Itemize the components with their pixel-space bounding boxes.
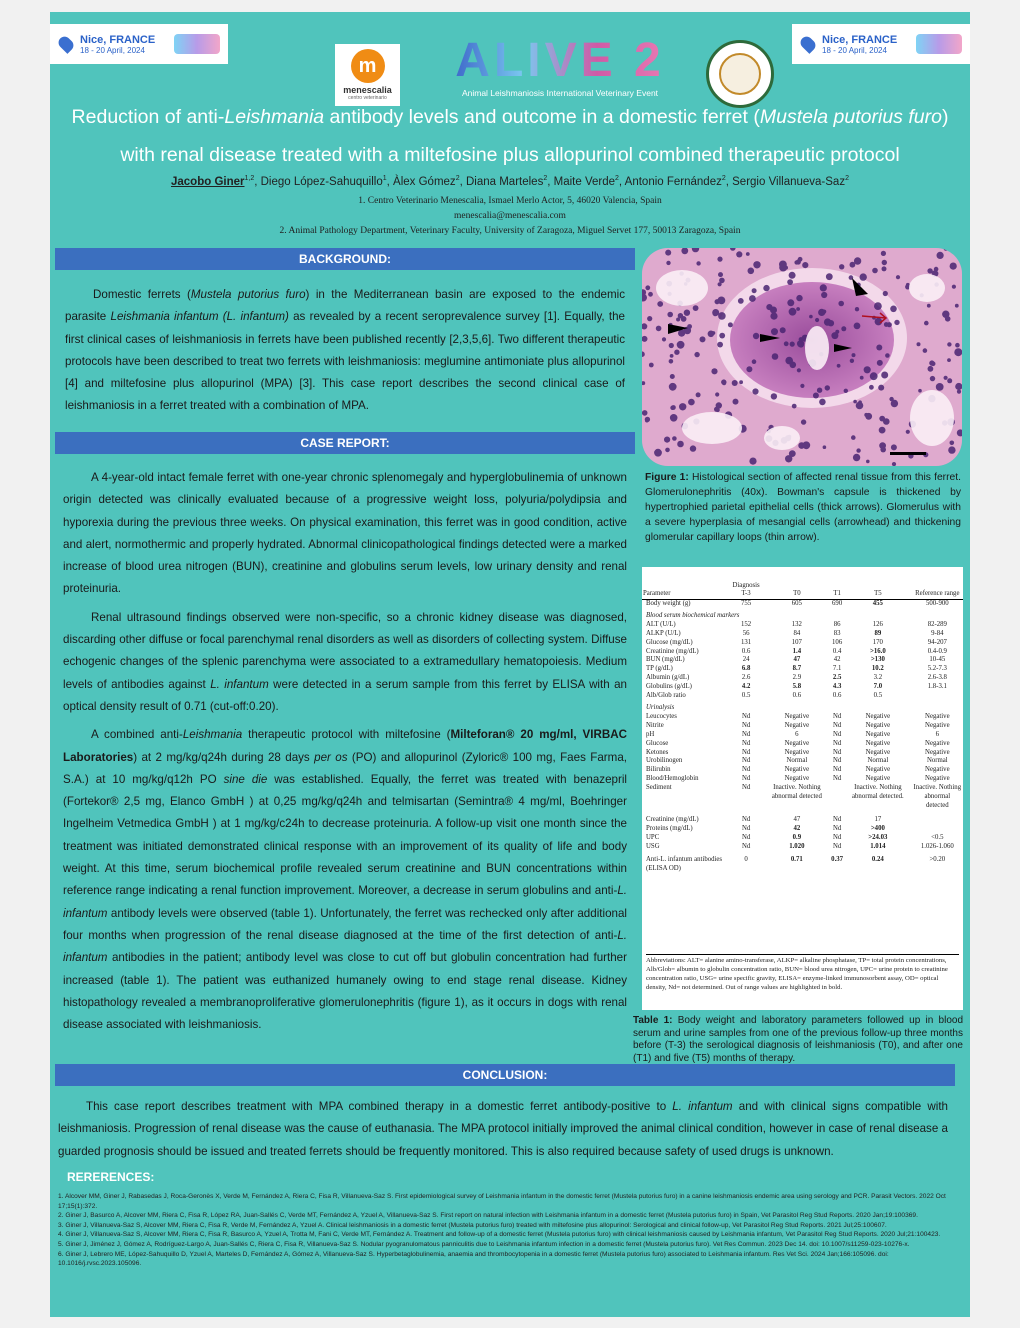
event-logo-text: ALIVE 2 — [450, 36, 670, 86]
table-row: Creatinine (mg/dL) 0.6 1.4 0.4 >16.0 0.4-0.9 — [646, 647, 947, 655]
badge-date: 18 - 20 April, 2024 — [822, 45, 887, 55]
menescalia-logo — [335, 44, 400, 106]
section-header-case-report: CASE REPORT: — [55, 432, 635, 454]
author-name: , Sergio Villanueva-Saz — [725, 175, 846, 188]
reference-item: 4. Giner J, Villanueva-Saz S, Alcover MM, Riera C, Fisa R, Basurco A, Yzuel A, Trotta M, Fani C, Verde MT, Fernández A. Treatment and follow-up of a domestic ferret (Mustela putorius furo) with clinical leishmaniosis caused by Leishmania infantum, Vet Parasitol Reg Stud Reports. 2020 Jul;21:100423. — [58, 1231, 941, 1239]
table-row: Bilirubin Nd Negative Nd Negative Negative — [646, 766, 950, 774]
table-abbreviations: Abbreviations: ALT= alanine amino-transferase, ALKP= alkaline phosphatase, TP= total protein concentrations, Alb/Glob= albumin to globulin concentration ratio, BUN= blood urea nitrogen, UPC= urine protein to creatinine concentration ratio, USG= urine specific gravity, ELISA= enzyme-linked immunosorbent assay, OD= optical density, Nd= not determined. Out of range values are highlighted in bold. — [646, 954, 959, 992]
event-badge-left — [50, 24, 228, 64]
poster — [50, 12, 970, 1317]
affiliation-2: 2. Animal Pathology Department, Veterinary Faculty, University of Zaragoza, Miguel Servet 177, 50013 Zaragoza, Spain — [279, 226, 741, 236]
section-header-background: BACKGROUND: — [55, 248, 635, 270]
reference-item: 1. Alcover MM, Giner J, Rabasedas J, Roca-Geronès X, Verde M, Fernández A, Riera C, Fisa R, Villanueva-Saz S. First epidemiological survey of Leishmania infantum in the domestic ferret (Mustela putorius furo) in a canine leishmaniosis endemic area using serology and PCR. Parasit Vectors. 2022 Oct 17;15(1):372. — [58, 1193, 946, 1210]
lab-results-table — [642, 581, 963, 874]
map-pin-icon — [56, 34, 76, 54]
background-text: Domestic ferrets (Mustela putorius furo) in the Mediterranean basin are exposed to the endemic parasite Leishmania infantum (L. infantum) as revealed by a recent seroprevalence survey [1]. Equally, the first clinical cases of leishmaniosis in ferrets have been published recently [2,3,5,6]. Two different therapeutic protocols have been described to treat two ferrets with leishmaniosis: meglumine antimoniate plus allopurinol [4] and miltefosine plus allopurinol (MPA) [3]. This case report describes the second clinical case of leishmaniosis in a ferret treated with a combination of MPA. — [65, 288, 625, 413]
author-list: Jacobo Giner$^{1,2}$, Diego López-Sahuquillo$^1$, Àlex Gómez$^2$, Diana Marteles$^2$, Maite Verde$^2$, Antonio Fernández$^2$, Sergio Villanueva-Saz$^2$ — [171, 175, 849, 188]
table-row: Urobilinogen Nd Normal Nd Normal Normal — [646, 757, 948, 765]
histology-figure — [642, 248, 962, 466]
badge-city: Nice, FRANCE — [822, 33, 898, 46]
table-header-cell: Parameter — [642, 581, 729, 600]
logo-name: menescalia — [343, 85, 392, 95]
table-header-cell: Reference range — [912, 581, 963, 600]
badge-date: 18 - 20 April, 2024 — [80, 45, 145, 55]
reference-list — [58, 1192, 958, 1269]
table-row: Urinalysis — [646, 703, 675, 711]
table-header-cell: T5 — [844, 581, 912, 600]
case-paragraph-3: A combined anti-Leishmania therapeutic protocol with miltefosine (Milteforan® 20 mg/ml, VIRBAC Laboratories) at 2 mg/kg/q24h during 28 days per os (PO) and allopurinol (Zyloric® 100 mg, Faes Farma, S.A.) at 10 mg/kg/q12h PO sine die was established. Equally, the ferret was treated with benazepril (Fortekor® 2,5 mg, Elanco GmbH ) at 0,25 mg/kg/q24h and telmisartan (Semintra® 4 mg/ml, Boehringer Ingelheim Vetmedica GmbH ) at 1 mg/kg/c24h to decrease proteinuria. A follow-up visit one month since the treatment was initiated demonstrated clinical response with an improvement of its quality of life and body weight. At this time, serum biochemical profile revealed serum creatinine and BUN concentrations within reference range indicating a renal function improvement. Moreover, a decrease in serum globulins and anti-L. infantum antibody levels were observed (table 1). Unfortunately, the ferret was rechecked only after additional four months when progression of the renal disease diagnosed at the time of the first detection of anti-L. infantum antibodies in the patient; antibody level was close to cut off but globulin concentration had further increased (table 1). The patient was euthanized humanely owing to end stage renal disease. Kidney histopathology revealed a membranoproliferative glomerulonephritis (figure 1), as it occurs in dogs with renal disease associated with leishmaniosis. — [63, 728, 628, 1032]
table-1 — [642, 567, 963, 1010]
table-header-cell: T1 — [830, 581, 844, 600]
table-row: Proteins (mg/dL) Nd 42 Nd >400 — [646, 824, 885, 832]
table-row: Glucose (mg/dL) 131 107 106 170 94-207 — [646, 638, 947, 646]
table-row: Alb/Glob ratio 0.5 0.6 0.6 0.5 — [646, 692, 883, 700]
section-header-conclusion: CONCLUSION: — [55, 1064, 955, 1086]
table-row: BUN (mg/dL) 24 47 42 >130 10-45 — [646, 656, 946, 664]
case-report-text — [63, 467, 627, 1042]
table-row: Glucose Nd Negative Nd Negative Negative — [646, 739, 950, 747]
table-row: Ketones Nd Negative Nd Negative Negative — [646, 748, 950, 756]
contact-email[interactable]: menescalia@menescalia.com — [454, 211, 566, 221]
table-row: Blood/Hemoglobin Nd Negative Nd Negative Negative — [646, 775, 950, 783]
author-name: , Diana Marteles — [459, 175, 544, 188]
event-subtitle: Animal Leishmaniosis International Veterinary Event — [461, 88, 659, 98]
author-name: , Antonio Fernández — [618, 175, 722, 188]
table-row: USG Nd 1.020 Nd 1.014 1.026-1.060 — [646, 842, 954, 850]
table-row: UPC Nd 0.9 Nd >24.03 <0.5 — [646, 833, 944, 841]
nice-skyline-icon — [174, 34, 220, 54]
table-row: Nitrite Nd Negative Nd Negative Negative — [646, 721, 950, 729]
reference-item: 5. Giner J, Jiménez J, Gómez A, Rodríguez-Largo A, Juan-Sallés C, Riera C, Fisa R, Villanueva-Saz S. Nodular pyogranulomatous panniculitis due to Leishmania infantum infection in a domestic ferret (Mustela putorius furo). Vet Res Commun. 2023 Dec 14. doi: 10.1007/s11259-023-10276-x. — [58, 1240, 910, 1248]
poster-title-line2: with renal disease treated with a miltefosine plus allopurinol combined therapeutic protocol — [120, 144, 900, 166]
affiliation-1: 1. Centro Veterinario Menescalia, Ismael Merlo Actor, 5, 46020 Valencia, Spain — [358, 196, 662, 206]
author-name: , Maite Verde — [547, 175, 615, 188]
map-pin-icon — [798, 34, 818, 54]
table-row: Creatinine (mg/dL) Nd 47 Nd 17 — [646, 815, 882, 823]
author-name: , Àlex Gómez — [386, 175, 456, 188]
table-row: Globulins (g/dL) 4.2 5.8 4.3 7.0 1.8-3.1 — [646, 683, 947, 691]
figure-1-caption: Figure 1: Histological section of affected renal tissue from this ferret. Glomerulonephritis (40x). Bowman's capsule is thickened by hypertrophied parietal epithelial cells (thick arrows). Glomerulus with a severe hyperplasia of mesangial cells (arrowhead) and thickening glomerular capillary loops (thin arrow). — [645, 472, 961, 543]
badge-city: Nice, FRANCE — [80, 33, 156, 46]
logo-subtitle: centro veterinario — [348, 95, 387, 101]
paw-icon: m — [351, 49, 385, 83]
table-row: Albumin (g/dL) 2.6 2.9 2.5 3.2 2.6-3.8 — [646, 674, 947, 682]
section-header-references: RERERENCES: — [67, 1170, 155, 1184]
author-name: , Diego López-Sahuquillo — [254, 175, 383, 188]
table-1-caption: Table 1: Body weight and laboratory parameters followed up in blood serum and urine samples from one of the previous follow-up three months before (T-3) the serological diagnosis of leishmaniosis (T0), and after one (T1) and five (T5) months of therapy. — [633, 1015, 964, 1064]
event-badge-right — [792, 24, 970, 64]
reference-item: 6. Giner J, Lebrero ME, López-Sahuquillo D, Yzuel A, Marteles D, Fernández A, Gómez A, Villanueva-Saz S. Hyperbetaglobulinemia, anaemia and thrombocytopenia in a domestic ferret (Mustela putorius furo) associated to Leishmania infantum. Res Vet Sci. 2024 Jan;166:105096. doi: 10.1016/j.rvsc.2023.105096. — [58, 1250, 889, 1268]
table-row: TP (g/dL) 6.8 8.7 7.1 10.2 5.2-7.3 — [646, 665, 947, 673]
table-row: Body weight (g) 755 605 690 455 500-900 — [646, 600, 949, 607]
table-row: ALKP (U/L) 56 84 83 89 9-84 — [646, 629, 944, 637]
table-row: pH Nd 6 Nd Negative 6 — [646, 730, 940, 738]
table-header-cell: Diagnosis T-3 — [729, 581, 764, 600]
table-row: Anti-L. infantum antibodies (ELISA OD) 0 0.71 0.37 0.24 >0.20 — [646, 856, 946, 873]
reference-item: 3. Giner J, Villanueva-Saz S, Alcover MM, Riera C, Fisa R, Verde M, Fernández A, Yzuel A. Clinical leishmaniosis in a domestic ferret (Mustela putorius furo) treated with miltefosine plus allopurinol: Serological and clinical follow-up, Vet Parasitol Reg Stud Reports. 2021 Jul;25:100607. — [58, 1221, 887, 1229]
table-row: Sediment Nd Inactive. Nothing abnormal detected Inactive. Nothing abnormal detected. Inactive. Nothing abnormal detected — [646, 784, 962, 809]
alive-logo — [450, 36, 670, 98]
seal-emblem-icon — [719, 53, 761, 95]
nice-skyline-icon — [916, 34, 962, 54]
table-row: Leucocytes Nd Negative Nd Negative Negative — [646, 712, 950, 720]
reference-item: 2. Giner J, Basurco A, Alcover MM, Riera C, Fisa R, López RA, Juan-Sallés C, Verde MT, Fernández A, Yzuel A, Villanueva-Saz S. First report on natural infection with Leishmania infantum in a domestic ferret (Mustela putorius furo) in Spain, Vet Parasitol Reg Stud Reports. 2020 Jan;19:100369. — [58, 1212, 918, 1220]
case-paragraph-1: A 4-year-old intact female ferret with one-year chronic splenomegaly and hyperglobulinemia of unknown origin detected was clinically evaluated because of a progressive weight loss, polyuria/polydipsia and hyporexia during the previous three weeks. On physical examination, this ferret was in good condition, active and alert, normothermic and properly hydrated. Abnormal clinicopathological findings detected were a marked increase of blood urea nitrogen (BUN), creatinine and globulins serum levels, low urinary density and renal proteinuria. — [63, 471, 627, 596]
first-author: Jacobo Giner — [171, 175, 245, 188]
case-paragraph-2: Renal ultrasound findings observed were non-specific, so a chronic kidney disease was diagnosed, discarding other diffuse or focal parenchymal renal disorders as well as disorders of collecting system. Diffuse echogenic changes of the splenic parenchyma were associated to a extramedullary hematopoiesis. Medium levels of antibodies against L. infantum were detected in a serum sample from this ferret by ELISA with an optical density result of 0.71 (cut-off:0.20). — [63, 610, 627, 713]
poster-title-line1: Reduction of anti-Leishmania antibody levels and outcome in a domestic ferret (Mustela putorius furo) — [71, 106, 949, 128]
table-header-cell: T0 — [764, 581, 831, 600]
conclusion-text: This case report describes treatment with MPA combined therapy in a domestic ferret antibody-positive to L. infantum and with clinical signs compatible with leishmaniosis. Progression of renal disease was the cause of euthanasia. The MPA protocol initially improved the animal clinical condition, however in case of renal disease a guarded prognosis should be issued and treated ferrets should be frequently monitored. This is also required because safety of used drugs is unknown. — [58, 1100, 948, 1158]
table-row: ALT (U/L) 152 132 86 126 82-289 — [646, 620, 947, 628]
table-row: Blood serum biochemical markers — [646, 611, 740, 619]
